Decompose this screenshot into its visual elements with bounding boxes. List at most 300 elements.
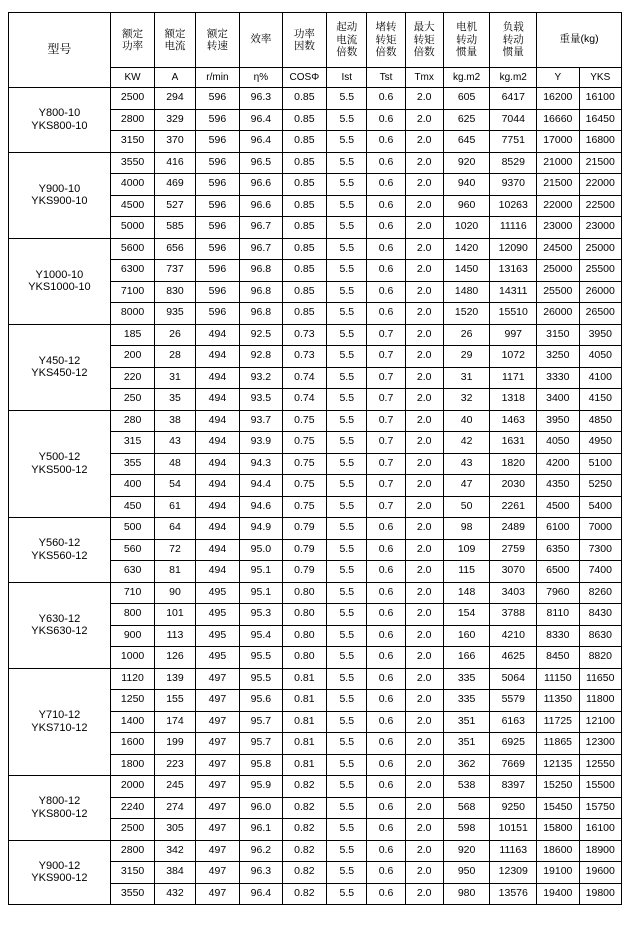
- data-cell: 47: [443, 475, 490, 497]
- data-cell: 98: [443, 518, 490, 540]
- data-cell: 997: [490, 324, 537, 346]
- model-name-line: YKS560-12: [31, 549, 88, 562]
- model-name-line: Y450-12: [38, 354, 81, 367]
- data-cell: 96.3: [240, 88, 282, 110]
- data-cell: 96.4: [240, 109, 282, 131]
- data-cell: 0.75: [282, 496, 327, 518]
- data-cell: 3550: [110, 152, 155, 174]
- unit-weight-yks: YKS: [579, 68, 622, 88]
- data-cell: 26500: [579, 303, 622, 325]
- data-cell: 11800: [579, 690, 622, 712]
- data-cell: 2.0: [405, 604, 443, 626]
- data-cell: 1250: [110, 690, 155, 712]
- data-cell: 26: [443, 324, 490, 346]
- unit-max-torque: Tmx: [405, 68, 443, 88]
- data-cell: 497: [195, 754, 240, 776]
- data-cell: 92.5: [240, 324, 282, 346]
- data-cell: 1463: [490, 410, 537, 432]
- data-cell: 0.6: [367, 281, 405, 303]
- table-row: [9, 152, 622, 174]
- data-cell: 200: [110, 346, 155, 368]
- data-cell: 2.0: [405, 518, 443, 540]
- data-cell: 494: [195, 561, 240, 583]
- data-cell: 737: [155, 260, 195, 282]
- data-cell: 494: [195, 496, 240, 518]
- data-cell: 15500: [579, 776, 622, 798]
- data-cell: 2.0: [405, 238, 443, 260]
- unit-power: KW: [110, 68, 155, 88]
- data-cell: 2.0: [405, 281, 443, 303]
- data-cell: 23000: [579, 217, 622, 239]
- data-cell: 2.0: [405, 862, 443, 884]
- data-cell: 96.6: [240, 174, 282, 196]
- col-header-start-current-ratio: 起动 电流 倍数: [327, 13, 367, 68]
- data-cell: 0.6: [367, 539, 405, 561]
- model-name-line: YKS800-10: [31, 119, 88, 132]
- unit-speed: r/min: [195, 68, 240, 88]
- data-cell: 2.0: [405, 432, 443, 454]
- data-cell: 174: [155, 711, 195, 733]
- data-cell: 495: [195, 582, 240, 604]
- data-cell: 0.6: [367, 797, 405, 819]
- data-cell: 1480: [443, 281, 490, 303]
- model-name-line: YKS450-12: [31, 367, 88, 379]
- data-cell: 0.81: [282, 711, 327, 733]
- data-cell: 19100: [537, 862, 579, 884]
- data-cell: 28: [155, 346, 195, 368]
- data-cell: 2.0: [405, 625, 443, 647]
- data-cell: 0.6: [367, 647, 405, 669]
- data-cell: 1318: [490, 389, 537, 411]
- data-cell: 2000: [110, 776, 155, 798]
- data-cell: 0.80: [282, 647, 327, 669]
- data-cell: 497: [195, 711, 240, 733]
- col-header-load-inertia: 负载 转动 惯量: [490, 13, 537, 68]
- data-cell: 2.0: [405, 561, 443, 583]
- data-cell: 494: [195, 518, 240, 540]
- data-cell: 96.6: [240, 195, 282, 217]
- model-name-line: YKS1000-10: [28, 281, 91, 293]
- data-cell: 8630: [579, 625, 622, 647]
- data-cell: 2.0: [405, 819, 443, 841]
- data-cell: 93.5: [240, 389, 282, 411]
- data-cell: 0.81: [282, 668, 327, 690]
- data-cell: 21500: [537, 174, 579, 196]
- col-header-weight: 重量(kg): [537, 13, 622, 68]
- data-cell: 64: [155, 518, 195, 540]
- data-cell: 4050: [537, 432, 579, 454]
- data-cell: 2.0: [405, 389, 443, 411]
- data-cell: 32: [443, 389, 490, 411]
- data-cell: 199: [155, 733, 195, 755]
- data-cell: 2500: [110, 88, 155, 110]
- data-cell: 370: [155, 131, 195, 153]
- unit-efficiency: η%: [240, 68, 282, 88]
- data-cell: 400: [110, 475, 155, 497]
- data-cell: 25000: [579, 238, 622, 260]
- model-name-line: Y710-12: [38, 709, 81, 722]
- data-cell: 596: [195, 152, 240, 174]
- data-cell: 3400: [537, 389, 579, 411]
- data-cell: 24500: [537, 238, 579, 260]
- data-cell: 351: [443, 711, 490, 733]
- data-cell: 8110: [537, 604, 579, 626]
- data-cell: 3950: [537, 410, 579, 432]
- data-cell: 95.7: [240, 711, 282, 733]
- data-cell: 0.6: [367, 690, 405, 712]
- data-cell: 0.85: [282, 217, 327, 239]
- data-cell: 0.79: [282, 539, 327, 561]
- unit-current: A: [155, 68, 195, 88]
- data-cell: 185: [110, 324, 155, 346]
- data-cell: 497: [195, 883, 240, 905]
- model-name-line: Y560-12: [38, 537, 81, 550]
- data-cell: 1450: [443, 260, 490, 282]
- data-cell: 0.7: [367, 367, 405, 389]
- data-cell: 0.79: [282, 561, 327, 583]
- data-cell: 596: [195, 88, 240, 110]
- data-cell: 31: [155, 367, 195, 389]
- data-cell: 351: [443, 733, 490, 755]
- data-cell: 7960: [537, 582, 579, 604]
- data-cell: 5250: [579, 475, 622, 497]
- data-cell: 4625: [490, 647, 537, 669]
- data-cell: 2.0: [405, 475, 443, 497]
- model-name-line: YKS500-12: [31, 463, 88, 476]
- data-cell: 101: [155, 604, 195, 626]
- data-cell: 5.5: [327, 797, 367, 819]
- table-row: [9, 324, 622, 346]
- data-cell: 96.0: [240, 797, 282, 819]
- table-body: [9, 88, 622, 905]
- data-cell: 16800: [579, 131, 622, 153]
- data-cell: 0.7: [367, 453, 405, 475]
- data-cell: 3330: [537, 367, 579, 389]
- data-cell: 342: [155, 840, 195, 862]
- data-cell: 16450: [579, 109, 622, 131]
- data-cell: 5.5: [327, 840, 367, 862]
- data-cell: 6163: [490, 711, 537, 733]
- data-cell: 4050: [579, 346, 622, 368]
- model-name-line: YKS900-12: [31, 872, 88, 885]
- data-cell: 950: [443, 862, 490, 884]
- data-cell: 0.6: [367, 88, 405, 110]
- data-cell: 96.4: [240, 131, 282, 153]
- data-cell: 6417: [490, 88, 537, 110]
- data-cell: 8450: [537, 647, 579, 669]
- data-cell: 6100: [537, 518, 579, 540]
- data-cell: 5000: [110, 217, 155, 239]
- data-cell: 527: [155, 195, 195, 217]
- data-cell: 3150: [110, 131, 155, 153]
- data-cell: 329: [155, 109, 195, 131]
- data-cell: 12100: [579, 711, 622, 733]
- data-cell: 0.6: [367, 561, 405, 583]
- data-cell: 3403: [490, 582, 537, 604]
- data-cell: 0.73: [282, 346, 327, 368]
- data-cell: 294: [155, 88, 195, 110]
- data-cell: 980: [443, 883, 490, 905]
- data-cell: 500: [110, 518, 155, 540]
- data-cell: 16100: [579, 88, 622, 110]
- data-cell: 1000: [110, 647, 155, 669]
- data-cell: 0.80: [282, 582, 327, 604]
- data-cell: 3250: [537, 346, 579, 368]
- data-cell: 2.0: [405, 647, 443, 669]
- data-cell: 2.0: [405, 109, 443, 131]
- data-cell: 1520: [443, 303, 490, 325]
- data-cell: 26000: [537, 303, 579, 325]
- data-cell: 538: [443, 776, 490, 798]
- data-cell: 7751: [490, 131, 537, 153]
- data-cell: 43: [443, 453, 490, 475]
- data-cell: 4500: [537, 496, 579, 518]
- data-cell: 43: [155, 432, 195, 454]
- data-cell: 940: [443, 174, 490, 196]
- model-name-line: YKS800-12: [31, 807, 88, 820]
- col-header-model: 型号: [9, 13, 111, 88]
- data-cell: 2.0: [405, 539, 443, 561]
- data-cell: 7300: [579, 539, 622, 561]
- data-cell: 494: [195, 410, 240, 432]
- data-cell: 21500: [579, 152, 622, 174]
- data-cell: 2261: [490, 496, 537, 518]
- data-cell: 15250: [537, 776, 579, 798]
- data-cell: 17000: [537, 131, 579, 153]
- data-cell: 13576: [490, 883, 537, 905]
- data-cell: 2.0: [405, 776, 443, 798]
- data-cell: 0.85: [282, 152, 327, 174]
- data-cell: 605: [443, 88, 490, 110]
- data-cell: 1631: [490, 432, 537, 454]
- data-cell: 11650: [579, 668, 622, 690]
- model-name-line: YKS900-10: [31, 195, 88, 207]
- data-cell: 596: [195, 131, 240, 153]
- unit-start-current: Ist: [327, 68, 367, 88]
- data-cell: 0.6: [367, 862, 405, 884]
- data-cell: 22000: [537, 195, 579, 217]
- data-cell: 0.6: [367, 668, 405, 690]
- data-cell: 5.5: [327, 733, 367, 755]
- data-cell: 0.6: [367, 711, 405, 733]
- data-cell: 2.0: [405, 195, 443, 217]
- data-cell: 11116: [490, 217, 537, 239]
- data-cell: 495: [195, 647, 240, 669]
- data-cell: 0.7: [367, 324, 405, 346]
- data-cell: 494: [195, 432, 240, 454]
- data-cell: 497: [195, 797, 240, 819]
- data-cell: 96.2: [240, 840, 282, 862]
- data-cell: 900: [110, 625, 155, 647]
- data-cell: 0.82: [282, 840, 327, 862]
- data-cell: 495: [195, 625, 240, 647]
- data-cell: 0.7: [367, 496, 405, 518]
- data-cell: 109: [443, 539, 490, 561]
- data-cell: 2489: [490, 518, 537, 540]
- data-cell: 2.0: [405, 840, 443, 862]
- data-cell: 4150: [579, 389, 622, 411]
- data-cell: 8820: [579, 647, 622, 669]
- data-cell: 2.0: [405, 668, 443, 690]
- data-cell: 497: [195, 819, 240, 841]
- model-name-line: Y900-12: [38, 859, 81, 872]
- data-cell: 598: [443, 819, 490, 841]
- data-cell: 12090: [490, 238, 537, 260]
- data-cell: 630: [110, 561, 155, 583]
- data-cell: 15510: [490, 303, 537, 325]
- table-row: [9, 776, 622, 798]
- data-cell: 0.6: [367, 754, 405, 776]
- data-cell: 90: [155, 582, 195, 604]
- model-name-line: YKS710-12: [31, 721, 88, 734]
- data-cell: 22500: [579, 195, 622, 217]
- data-cell: 96.8: [240, 303, 282, 325]
- data-cell: 0.6: [367, 733, 405, 755]
- data-cell: 335: [443, 668, 490, 690]
- data-cell: 0.82: [282, 883, 327, 905]
- data-cell: 935: [155, 303, 195, 325]
- data-cell: 0.85: [282, 174, 327, 196]
- data-cell: 0.82: [282, 776, 327, 798]
- data-cell: 0.75: [282, 453, 327, 475]
- data-cell: 0.73: [282, 324, 327, 346]
- data-cell: 95.6: [240, 690, 282, 712]
- data-cell: 0.75: [282, 475, 327, 497]
- data-cell: 4850: [579, 410, 622, 432]
- data-cell: 2.0: [405, 797, 443, 819]
- data-cell: 5.5: [327, 561, 367, 583]
- data-cell: 800: [110, 604, 155, 626]
- data-cell: 11725: [537, 711, 579, 733]
- data-cell: 21000: [537, 152, 579, 174]
- model-name-cell: [9, 668, 111, 776]
- data-cell: 0.6: [367, 883, 405, 905]
- data-cell: 5.5: [327, 862, 367, 884]
- motor-spec-table: [8, 12, 622, 905]
- data-cell: 6350: [537, 539, 579, 561]
- data-cell: 8397: [490, 776, 537, 798]
- col-header-efficiency: 效率: [240, 13, 282, 68]
- data-cell: 355: [110, 453, 155, 475]
- data-cell: 0.85: [282, 195, 327, 217]
- data-cell: 5.5: [327, 238, 367, 260]
- data-cell: 155: [155, 690, 195, 712]
- data-cell: 0.81: [282, 733, 327, 755]
- data-cell: 26000: [579, 281, 622, 303]
- unit-weight-y: Y: [537, 68, 579, 88]
- model-name-cell: [9, 88, 111, 153]
- data-cell: 2.0: [405, 346, 443, 368]
- data-cell: 5.5: [327, 453, 367, 475]
- data-cell: 497: [195, 668, 240, 690]
- data-cell: 2030: [490, 475, 537, 497]
- data-cell: 469: [155, 174, 195, 196]
- data-cell: 95.9: [240, 776, 282, 798]
- data-cell: 5.5: [327, 410, 367, 432]
- data-cell: 48: [155, 453, 195, 475]
- data-cell: 1820: [490, 453, 537, 475]
- data-cell: 1120: [110, 668, 155, 690]
- data-cell: 5.5: [327, 518, 367, 540]
- data-cell: 0.7: [367, 389, 405, 411]
- data-cell: 2.0: [405, 410, 443, 432]
- data-cell: 10151: [490, 819, 537, 841]
- data-cell: 0.85: [282, 303, 327, 325]
- data-cell: 5.5: [327, 131, 367, 153]
- data-cell: 0.79: [282, 518, 327, 540]
- data-cell: 0.82: [282, 862, 327, 884]
- data-cell: 18600: [537, 840, 579, 862]
- data-cell: 40: [443, 410, 490, 432]
- data-cell: 223: [155, 754, 195, 776]
- data-cell: 0.74: [282, 389, 327, 411]
- data-cell: 6300: [110, 260, 155, 282]
- data-cell: 93.7: [240, 410, 282, 432]
- data-cell: 280: [110, 410, 155, 432]
- data-cell: 12550: [579, 754, 622, 776]
- table-row: [9, 410, 622, 432]
- data-cell: 126: [155, 647, 195, 669]
- data-cell: 596: [195, 174, 240, 196]
- data-cell: 497: [195, 690, 240, 712]
- data-cell: 115: [443, 561, 490, 583]
- model-name-line: Y800-12: [38, 795, 81, 808]
- data-cell: 497: [195, 862, 240, 884]
- data-cell: 95.5: [240, 668, 282, 690]
- data-cell: 7000: [579, 518, 622, 540]
- data-cell: 0.6: [367, 582, 405, 604]
- data-cell: 5100: [579, 453, 622, 475]
- data-cell: 96.8: [240, 281, 282, 303]
- data-cell: 25000: [537, 260, 579, 282]
- data-cell: 5.5: [327, 582, 367, 604]
- data-cell: 2800: [110, 109, 155, 131]
- data-cell: 15450: [537, 797, 579, 819]
- data-cell: 305: [155, 819, 195, 841]
- data-cell: 16660: [537, 109, 579, 131]
- data-cell: 568: [443, 797, 490, 819]
- data-cell: 2.0: [405, 733, 443, 755]
- data-cell: 18900: [579, 840, 622, 862]
- data-cell: 11150: [537, 668, 579, 690]
- data-cell: 0.6: [367, 776, 405, 798]
- data-cell: 5.5: [327, 690, 367, 712]
- data-cell: 92.8: [240, 346, 282, 368]
- data-cell: 2.0: [405, 690, 443, 712]
- data-cell: 362: [443, 754, 490, 776]
- data-cell: 7669: [490, 754, 537, 776]
- data-cell: 12135: [537, 754, 579, 776]
- data-cell: 710: [110, 582, 155, 604]
- data-cell: 1600: [110, 733, 155, 755]
- data-cell: 54: [155, 475, 195, 497]
- header-row-labels: [9, 13, 622, 68]
- data-cell: 1171: [490, 367, 537, 389]
- data-cell: 139: [155, 668, 195, 690]
- data-cell: 0.82: [282, 797, 327, 819]
- model-name-cell: [9, 518, 111, 583]
- data-cell: 5.5: [327, 625, 367, 647]
- data-cell: 0.6: [367, 819, 405, 841]
- data-cell: 35: [155, 389, 195, 411]
- data-cell: 95.5: [240, 647, 282, 669]
- data-cell: 0.6: [367, 625, 405, 647]
- data-cell: 22000: [579, 174, 622, 196]
- col-header-max-torque-ratio: 最大 转矩 倍数: [405, 13, 443, 68]
- data-cell: 5.5: [327, 647, 367, 669]
- data-cell: 0.6: [367, 840, 405, 862]
- data-cell: 3788: [490, 604, 537, 626]
